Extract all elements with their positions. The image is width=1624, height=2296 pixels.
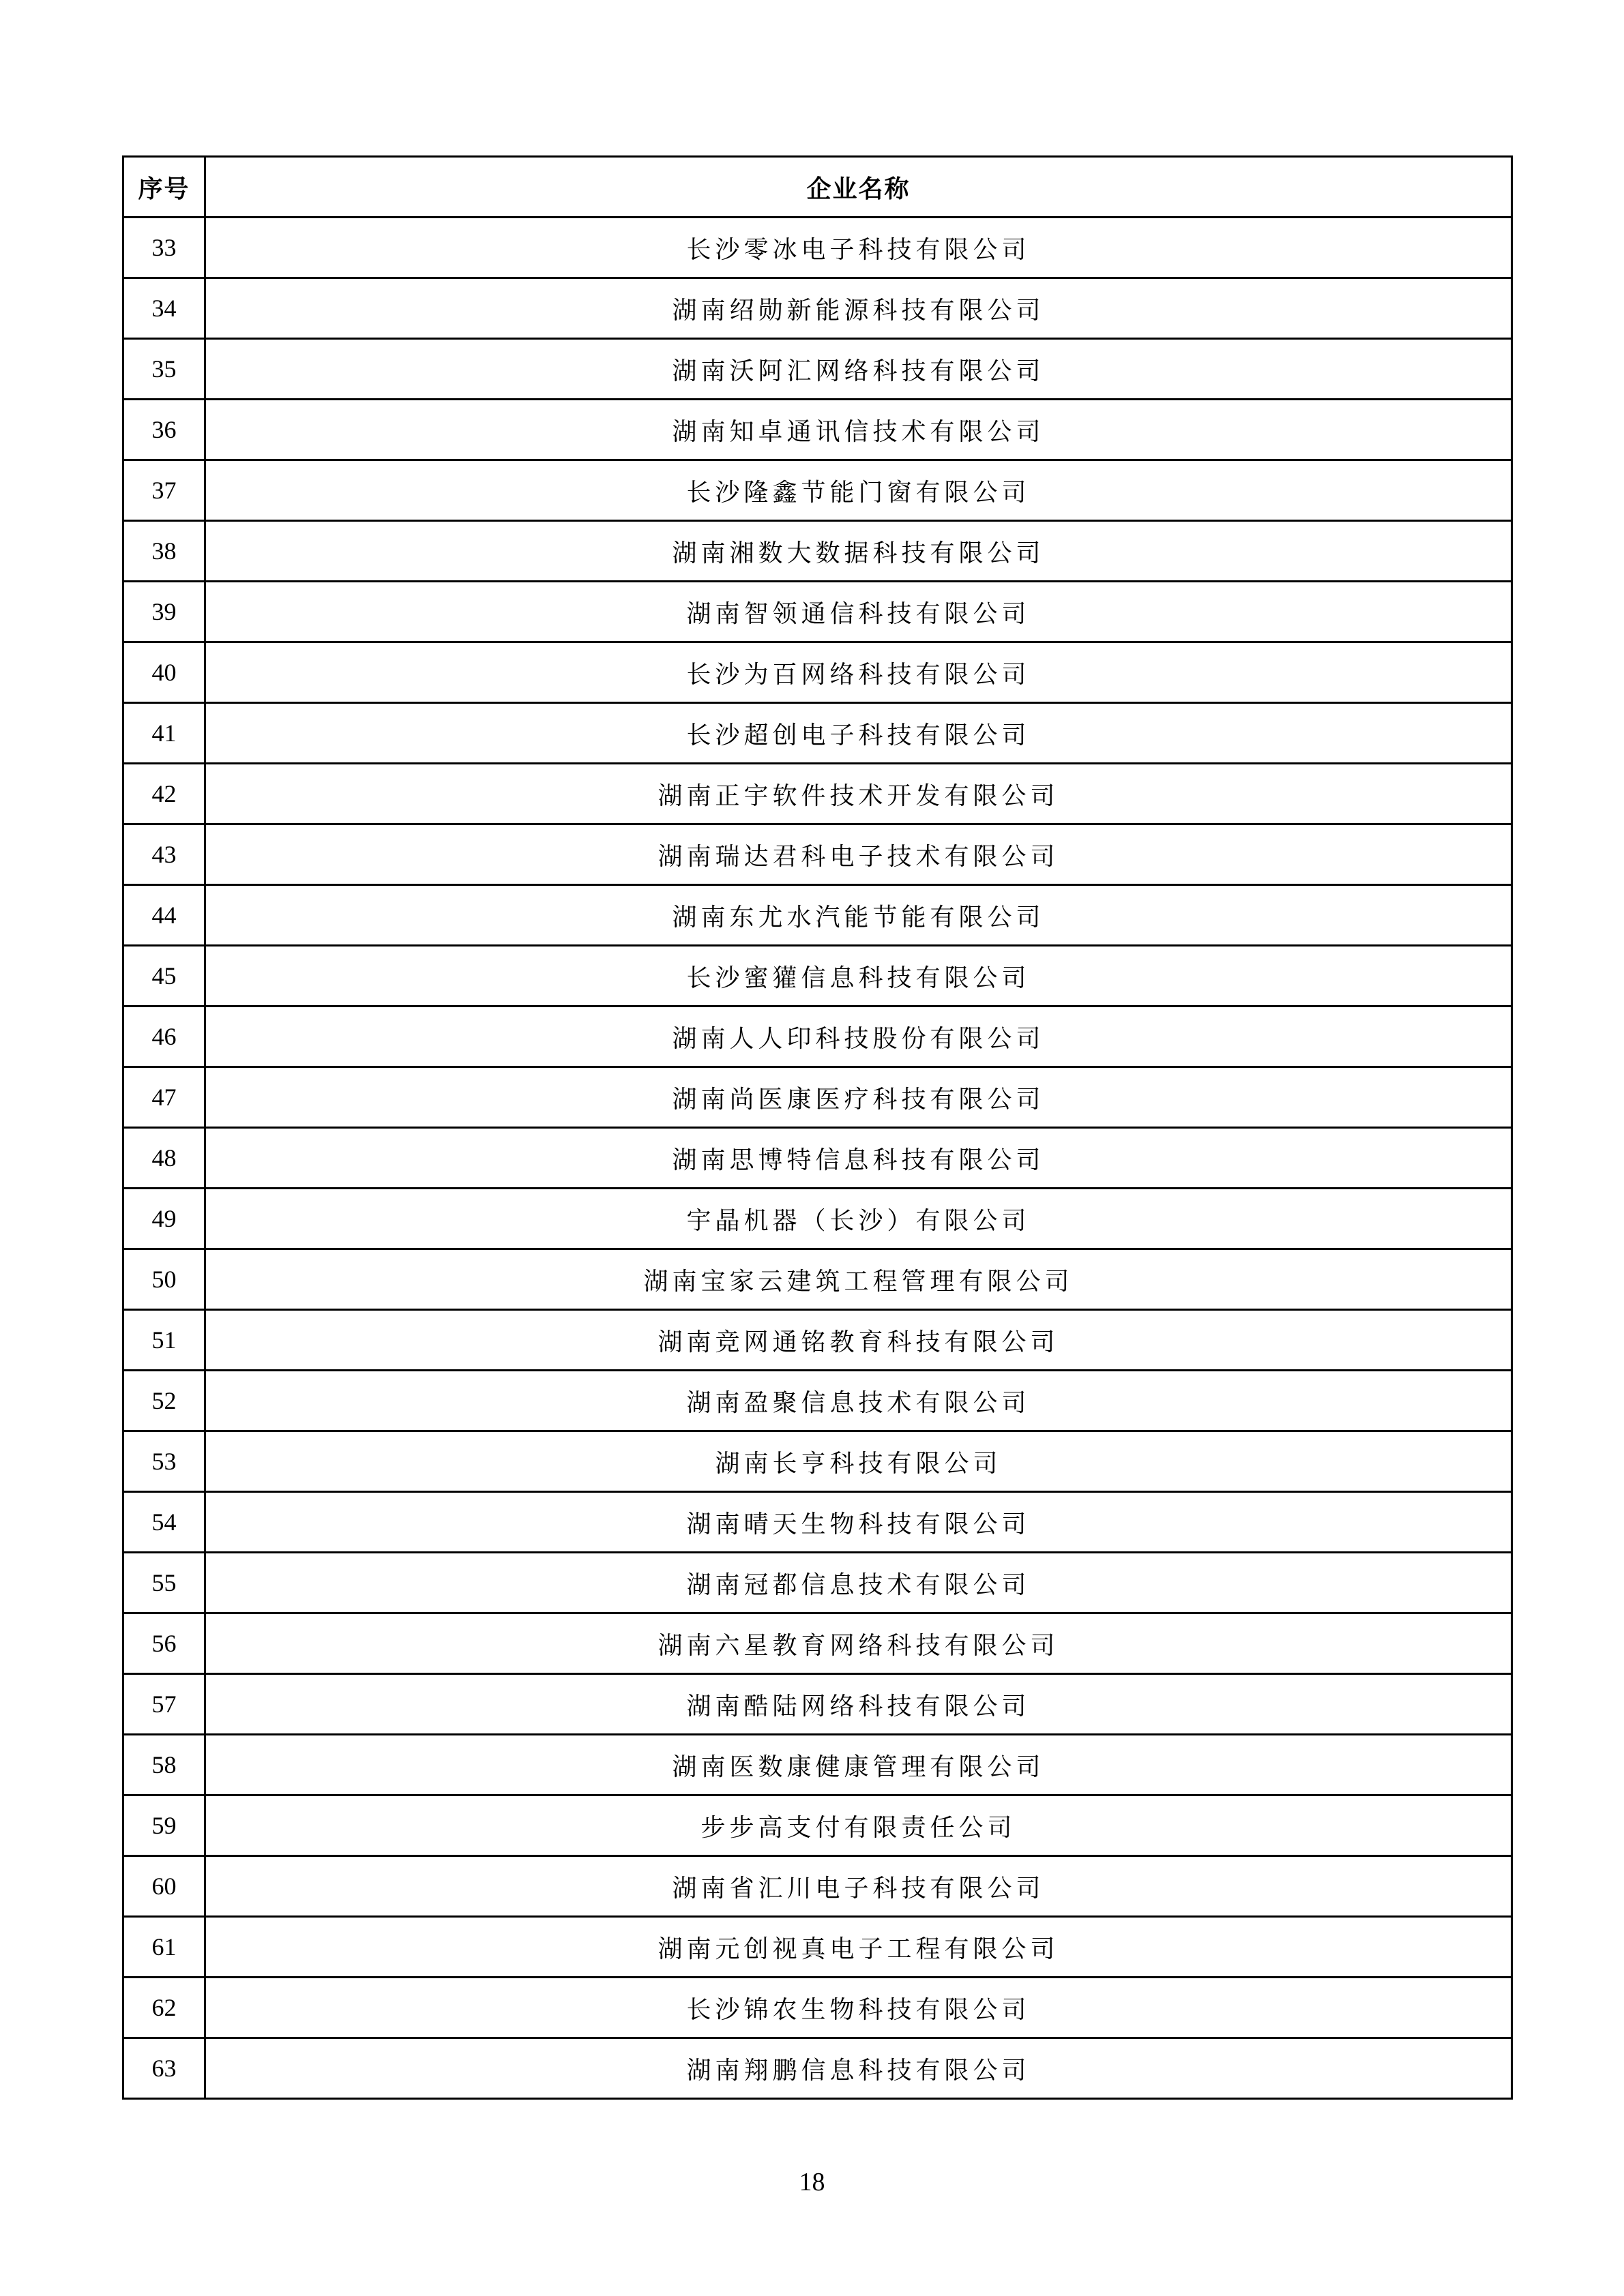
row-company-name: 湖南东尤水汽能节能有限公司 — [205, 885, 1512, 946]
table-row — [123, 1371, 1512, 1431]
row-index: 35 — [123, 339, 205, 400]
table-row — [123, 764, 1512, 824]
table-row — [123, 1492, 1512, 1553]
row-index: 45 — [123, 946, 205, 1007]
row-index: 51 — [123, 1310, 205, 1371]
row-index: 59 — [123, 1795, 205, 1856]
header-index: 序号 — [123, 157, 205, 218]
table-row — [123, 1128, 1512, 1189]
row-company-name: 长沙隆鑫节能门窗有限公司 — [205, 460, 1512, 521]
row-company-name: 湖南湘数大数据科技有限公司 — [205, 521, 1512, 582]
header-company-name: 企业名称 — [205, 157, 1512, 218]
company-table-container — [122, 155, 1511, 2100]
row-company-name: 湖南沃阿汇网络科技有限公司 — [205, 339, 1512, 400]
table-header-row — [123, 157, 1512, 218]
row-company-name: 湖南长亨科技有限公司 — [205, 1431, 1512, 1492]
table-row — [123, 1856, 1512, 1917]
row-company-name: 湖南冠都信息技术有限公司 — [205, 1553, 1512, 1613]
table-row — [123, 642, 1512, 703]
row-company-name: 湖南知卓通讯信技术有限公司 — [205, 400, 1512, 460]
table-row — [123, 1674, 1512, 1735]
table-row — [123, 946, 1512, 1007]
row-company-name: 湖南翔鹏信息科技有限公司 — [205, 2038, 1512, 2099]
table-row — [123, 460, 1512, 521]
row-company-name: 湖南人人印科技股份有限公司 — [205, 1007, 1512, 1067]
row-company-name: 湖南正宇软件技术开发有限公司 — [205, 764, 1512, 824]
table-row — [123, 400, 1512, 460]
table-row — [123, 1310, 1512, 1371]
row-company-name: 长沙为百网络科技有限公司 — [205, 642, 1512, 703]
table-row — [123, 824, 1512, 885]
table-row — [123, 278, 1512, 339]
row-index: 42 — [123, 764, 205, 824]
table-row — [123, 218, 1512, 278]
row-index: 62 — [123, 1978, 205, 2038]
row-index: 40 — [123, 642, 205, 703]
row-company-name: 长沙零冰电子科技有限公司 — [205, 218, 1512, 278]
row-index: 46 — [123, 1007, 205, 1067]
row-index: 54 — [123, 1492, 205, 1553]
row-index: 49 — [123, 1189, 205, 1249]
table-row — [123, 1431, 1512, 1492]
table-row — [123, 2038, 1512, 2099]
row-index: 58 — [123, 1735, 205, 1795]
row-index: 47 — [123, 1067, 205, 1128]
row-company-name: 湖南元创视真电子工程有限公司 — [205, 1917, 1512, 1978]
row-index: 38 — [123, 521, 205, 582]
row-index: 39 — [123, 582, 205, 642]
row-index: 55 — [123, 1553, 205, 1613]
table-row — [123, 703, 1512, 764]
row-index: 63 — [123, 2038, 205, 2099]
row-company-name: 湖南宝家云建筑工程管理有限公司 — [205, 1249, 1512, 1310]
table-row — [123, 582, 1512, 642]
table-row — [123, 885, 1512, 946]
page-number: 18 — [799, 2168, 825, 2196]
table-row — [123, 1007, 1512, 1067]
row-company-name: 湖南六星教育网络科技有限公司 — [205, 1613, 1512, 1674]
row-index: 43 — [123, 824, 205, 885]
row-index: 50 — [123, 1249, 205, 1310]
table-row — [123, 1249, 1512, 1310]
row-company-name: 湖南思博特信息科技有限公司 — [205, 1128, 1512, 1189]
table-row — [123, 1189, 1512, 1249]
row-index: 44 — [123, 885, 205, 946]
row-index: 56 — [123, 1613, 205, 1674]
row-company-name: 湖南尚医康医疗科技有限公司 — [205, 1067, 1512, 1128]
row-company-name: 湖南医数康健康管理有限公司 — [205, 1735, 1512, 1795]
table-row — [123, 1795, 1512, 1856]
table-row — [123, 1978, 1512, 2038]
row-company-name: 湖南盈聚信息技术有限公司 — [205, 1371, 1512, 1431]
table-row — [123, 1917, 1512, 1978]
table-row — [123, 1613, 1512, 1674]
row-index: 52 — [123, 1371, 205, 1431]
row-company-name: 湖南省汇川电子科技有限公司 — [205, 1856, 1512, 1917]
row-index: 48 — [123, 1128, 205, 1189]
row-company-name: 湖南智领通信科技有限公司 — [205, 582, 1512, 642]
row-company-name: 长沙蜜獾信息科技有限公司 — [205, 946, 1512, 1007]
row-company-name: 湖南竞网通铭教育科技有限公司 — [205, 1310, 1512, 1371]
row-company-name: 长沙超创电子科技有限公司 — [205, 703, 1512, 764]
row-company-name: 宇晶机器（长沙）有限公司 — [205, 1189, 1512, 1249]
row-company-name: 长沙锦农生物科技有限公司 — [205, 1978, 1512, 2038]
row-company-name: 湖南瑞达君科电子技术有限公司 — [205, 824, 1512, 885]
row-company-name: 湖南晴天生物科技有限公司 — [205, 1492, 1512, 1553]
row-company-name: 步步高支付有限责任公司 — [205, 1795, 1512, 1856]
row-company-name: 湖南绍勋新能源科技有限公司 — [205, 278, 1512, 339]
company-table — [122, 155, 1513, 2100]
row-index: 37 — [123, 460, 205, 521]
row-index: 41 — [123, 703, 205, 764]
table-row — [123, 1067, 1512, 1128]
row-index: 33 — [123, 218, 205, 278]
row-index: 36 — [123, 400, 205, 460]
row-index: 57 — [123, 1674, 205, 1735]
row-company-name: 湖南酷陆网络科技有限公司 — [205, 1674, 1512, 1735]
table-row — [123, 1553, 1512, 1613]
table-row — [123, 339, 1512, 400]
row-index: 61 — [123, 1917, 205, 1978]
row-index: 34 — [123, 278, 205, 339]
table-row — [123, 1735, 1512, 1795]
row-index: 60 — [123, 1856, 205, 1917]
table-row — [123, 521, 1512, 582]
table-body — [123, 218, 1512, 2099]
row-index: 53 — [123, 1431, 205, 1492]
